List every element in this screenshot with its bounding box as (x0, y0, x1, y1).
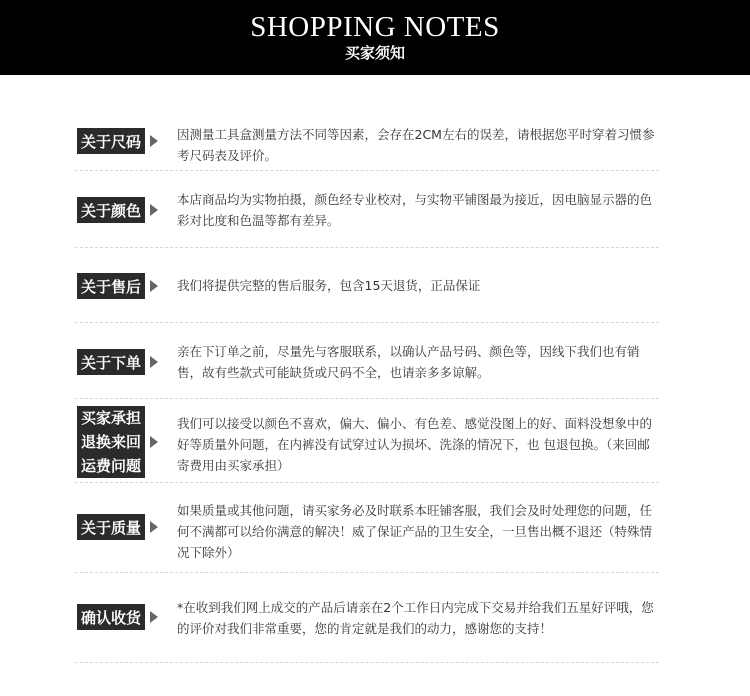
label-line: 退换来回 (80, 433, 141, 451)
section-text-size: 因测量工具盒测量方法不同等因素，会存在2CM左右的误差，请根据您平时穿着习惯参考尺码表及评价。 (177, 127, 655, 163)
section-label-quality: 关于质量 (77, 514, 145, 540)
section-label-aftersales: 关于售后 (77, 273, 145, 299)
page-title: SHOPPING NOTES (250, 11, 500, 43)
divider (75, 322, 659, 323)
section-text-ordering: 亲在下订单之前，尽量先与客服联系，以确认产品号码、颜色等，因线下我们也有销售，故有些款式可能缺货或尺码不全，也请亲多多谅解。 (177, 344, 640, 380)
label-line: 运费问题 (80, 457, 141, 475)
section-label-color: 关于颜色 (77, 197, 145, 223)
section-text-return-shipping: 我们可以接受以颜色不喜欢，偏大、偏小、有色差、感觉没图上的好、面料没想象中的好等质量外问题，在内裤没有试穿过认为损坏、洗涤的情况下，也 包退包换。（来回邮寄费用由买家承担） (177, 416, 653, 473)
arrow-right-icon (150, 521, 158, 533)
arrow-right-icon (150, 135, 158, 147)
section-text-quality: 如果质量或其他问题，请买家务必及时联系本旺铺客服，我们会及时处理您的问题，任何不满都可以给你满意的解决！威了保证产品的卫生安全，一旦售出概不退还（特殊情况下除外） (177, 503, 653, 560)
section-text-color: 本店商品均为实物拍摄，颜色经专业校对，与实物平铺图最为接近，因电脑显示器的色彩对比度和色温等都有差异。 (177, 192, 653, 228)
section-label-ordering: 关于下单 (77, 349, 145, 375)
page-subtitle: 买家须知 (344, 44, 405, 62)
divider (75, 398, 659, 399)
divider (75, 662, 659, 663)
section-label-return-shipping (77, 406, 145, 478)
arrow-right-icon (150, 280, 158, 292)
arrow-right-icon (150, 204, 158, 216)
header-banner (0, 0, 750, 75)
divider (75, 572, 659, 573)
label-line: 买家承担 (80, 409, 141, 427)
section-label-size: 关于尺码 (77, 128, 145, 154)
divider (75, 482, 659, 483)
divider (75, 170, 659, 171)
section-text-confirm-receipt: *在收到我们网上成交的产品后请亲在2个工作日内完成下交易并给我们五星好评哦，您的评价对我们非常重要，您的肯定就是我们的动力，感谢您的支持！ (177, 600, 654, 636)
arrow-right-icon (150, 611, 158, 623)
section-text-aftersales: 我们将提供完整的售后服务，包含15天退货，正品保证 (177, 278, 481, 293)
arrow-right-icon (150, 436, 158, 448)
section-label-confirm-receipt: 确认收货 (77, 604, 145, 630)
divider (75, 247, 659, 248)
arrow-right-icon (150, 356, 158, 368)
